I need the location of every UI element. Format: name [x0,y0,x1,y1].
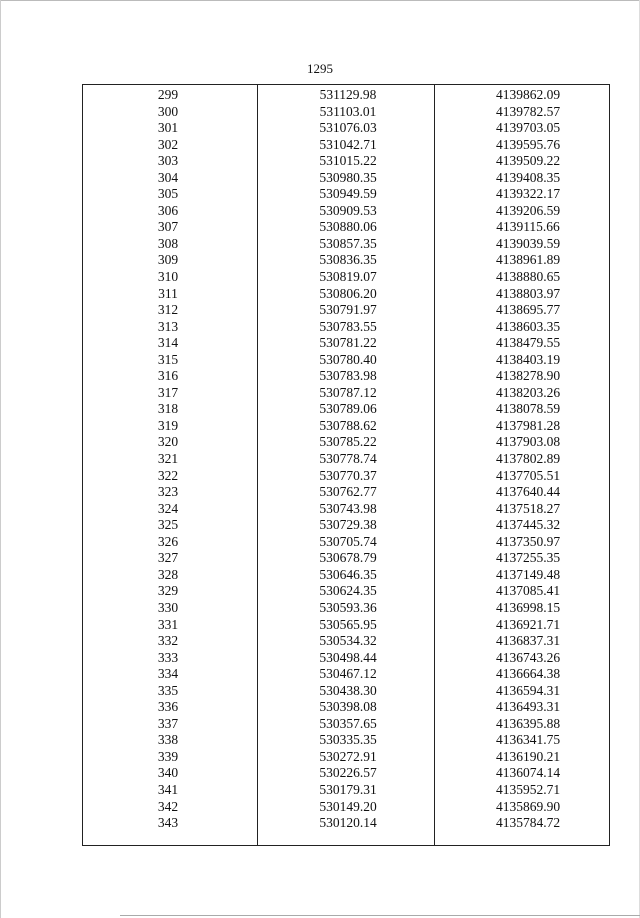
table-row [83,782,609,799]
point-number-cell: 328 [157,566,179,582]
table-row [83,302,609,319]
point-number-cell: 339 [157,748,179,764]
y-coordinate-cell: 4137445.32 [495,517,561,533]
y-coordinate-cell: 4139595.76 [495,136,561,152]
y-coordinate-cell: 4139509.22 [495,153,561,169]
x-coordinate-cell: 530149.20 [319,798,377,814]
point-number-cell: 317 [157,384,179,400]
table-row [83,799,609,816]
x-coordinate-cell: 530226.57 [319,765,377,781]
x-coordinate-cell: 530857.35 [319,235,377,251]
x-coordinate-cell: 530836.35 [319,252,377,268]
x-coordinate-cell: 530743.98 [319,500,377,516]
table-row [83,749,609,766]
y-coordinate-cell: 4136921.71 [495,616,561,632]
x-coordinate-cell: 530438.30 [319,682,377,698]
point-number-cell: 320 [157,434,179,450]
table-row [83,137,609,154]
y-coordinate-cell: 4139782.57 [495,103,561,119]
y-coordinate-cell: 4137802.89 [495,451,561,467]
y-coordinate-cell: 4138803.97 [495,285,561,301]
y-coordinate-cell: 4138880.65 [495,269,561,285]
x-coordinate-cell: 530783.55 [319,318,377,334]
table-row [83,501,609,518]
table-row [83,87,609,104]
y-coordinate-cell: 4139862.09 [495,87,561,102]
point-number-cell: 313 [157,318,179,334]
x-coordinate-cell: 530498.44 [319,649,377,665]
point-number-cell: 304 [157,169,179,185]
point-number-cell: 332 [157,633,179,649]
point-number-cell: 315 [157,351,179,367]
point-number-cell: 299 [157,87,179,102]
y-coordinate-cell: 4136395.88 [495,715,561,731]
point-number-cell: 324 [157,500,179,516]
table-row [83,732,609,749]
y-coordinate-cell: 4136074.14 [495,765,561,781]
page-number: 1295 [307,61,333,76]
x-coordinate-cell: 530789.06 [319,401,377,417]
point-number-cell: 335 [157,682,179,698]
y-coordinate-cell: 4137903.08 [495,434,561,450]
table-row [83,534,609,551]
point-number-cell: 302 [157,136,179,152]
y-coordinate-cell: 4136341.75 [495,732,561,748]
table-row [83,186,609,203]
point-number-cell: 314 [157,335,179,351]
point-number-cell: 340 [157,765,179,781]
page-edge-top [0,0,640,1]
table-row [83,699,609,716]
y-coordinate-cell: 4135952.71 [495,781,561,797]
x-coordinate-cell: 530729.38 [319,517,377,533]
page-edge-left [0,0,1,918]
point-number-cell: 341 [157,781,179,797]
table-row [83,319,609,336]
point-number-cell: 303 [157,153,179,169]
y-coordinate-cell: 4138278.90 [495,368,561,384]
point-number-cell: 330 [157,599,179,615]
point-number-cell: 327 [157,550,179,566]
table-row [83,401,609,418]
y-coordinate-cell: 4138479.55 [495,335,561,351]
table-row [83,567,609,584]
y-coordinate-cell: 4136743.26 [495,649,561,665]
point-number-cell: 319 [157,417,179,433]
x-coordinate-cell: 530909.53 [319,202,377,218]
table-row [83,517,609,534]
x-coordinate-cell: 530980.35 [319,169,377,185]
point-number-cell: 300 [157,103,179,119]
table-row [83,550,609,567]
point-number-cell: 338 [157,732,179,748]
y-coordinate-cell: 4137640.44 [495,484,561,500]
y-coordinate-cell: 4136664.38 [495,666,561,682]
table-row [83,484,609,501]
y-coordinate-cell: 4137255.35 [495,550,561,566]
table-row [83,170,609,187]
x-coordinate-cell: 530780.40 [319,351,377,367]
table-row [83,617,609,634]
y-coordinate-cell: 4138403.19 [495,351,561,367]
x-coordinate-cell: 530467.12 [319,666,377,682]
y-coordinate-cell: 4135869.90 [495,798,561,814]
y-coordinate-cell: 4137981.28 [495,417,561,433]
table-row [83,600,609,617]
point-number-cell: 309 [157,252,179,268]
y-coordinate-cell: 4137149.48 [495,566,561,582]
y-coordinate-cell: 4138203.26 [495,384,561,400]
x-coordinate-cell: 530646.35 [319,566,377,582]
point-number-cell: 311 [158,285,178,301]
x-coordinate-cell: 531103.01 [319,103,377,119]
y-coordinate-cell: 4139703.05 [495,120,561,136]
y-coordinate-cell: 4137085.41 [495,583,561,599]
point-number-cell: 333 [157,649,179,665]
point-number-cell: 301 [157,120,179,136]
x-coordinate-cell: 530778.74 [319,451,377,467]
y-coordinate-cell: 4138078.59 [495,401,561,417]
table-row [83,219,609,236]
table-row [83,451,609,468]
x-coordinate-cell: 530534.32 [319,633,377,649]
page-edge-bottom [120,915,640,916]
point-number-cell: 307 [157,219,179,235]
point-number-cell: 316 [157,368,179,384]
x-coordinate-cell: 530880.06 [319,219,377,235]
table-row [83,683,609,700]
x-coordinate-cell: 530806.20 [319,285,377,301]
x-coordinate-cell: 531129.98 [319,87,377,102]
x-coordinate-cell: 530791.97 [319,302,377,318]
x-coordinate-cell: 530762.77 [319,484,377,500]
table-row [83,368,609,385]
point-number-cell: 322 [157,467,179,483]
point-number-cell: 343 [157,815,179,831]
table-row [83,335,609,352]
y-coordinate-cell: 4137518.27 [495,500,561,516]
y-coordinate-cell: 4136998.15 [495,599,561,615]
x-coordinate-cell: 530398.08 [319,699,377,715]
y-coordinate-cell: 4139115.66 [496,219,560,235]
y-coordinate-cell: 4138603.35 [495,318,561,334]
x-coordinate-cell: 530565.95 [319,616,377,632]
x-coordinate-cell: 530120.14 [319,815,377,831]
y-coordinate-cell: 4137705.51 [495,467,561,483]
point-number-cell: 342 [157,798,179,814]
point-number-cell: 310 [157,269,179,285]
table-row [83,153,609,170]
y-coordinate-cell: 4137350.97 [495,533,561,549]
y-coordinate-cell: 4135784.72 [495,815,561,831]
point-number-cell: 329 [157,583,179,599]
point-number-cell: 331 [157,616,179,632]
y-coordinate-cell: 4136190.21 [495,748,561,764]
point-number-cell: 323 [157,484,179,500]
x-coordinate-cell: 530787.12 [319,384,377,400]
x-coordinate-cell: 531076.03 [319,120,377,136]
y-coordinate-cell: 4139039.59 [495,235,561,251]
x-coordinate-cell: 531015.22 [319,153,377,169]
point-number-cell: 325 [157,517,179,533]
x-coordinate-cell: 530335.35 [319,732,377,748]
table-row [83,815,609,832]
point-number-cell: 306 [157,202,179,218]
table-row [83,468,609,485]
point-number-cell: 334 [157,666,179,682]
y-coordinate-cell: 4136594.31 [495,682,561,698]
table-row [83,236,609,253]
x-coordinate-cell: 530949.59 [319,186,377,202]
table-row [83,352,609,369]
table-row [83,418,609,435]
coordinate-table [82,84,610,846]
point-number-cell: 326 [157,533,179,549]
table-row [83,633,609,650]
table-body [83,87,609,832]
table-row [83,269,609,286]
point-number-cell: 336 [157,699,179,715]
table-row [83,120,609,137]
point-number-cell: 308 [157,235,179,251]
y-coordinate-cell: 4139322.17 [495,186,561,202]
y-coordinate-cell: 4139408.35 [495,169,561,185]
x-coordinate-cell: 530357.65 [319,715,377,731]
point-number-cell: 337 [157,715,179,731]
y-coordinate-cell: 4139206.59 [495,202,561,218]
x-coordinate-cell: 530770.37 [319,467,377,483]
y-coordinate-cell: 4136493.31 [495,699,561,715]
x-coordinate-cell: 530705.74 [319,533,377,549]
table-row [83,385,609,402]
x-coordinate-cell: 530179.31 [319,781,377,797]
x-coordinate-cell: 530783.98 [319,368,377,384]
table-row [83,203,609,220]
table-row [83,716,609,733]
x-coordinate-cell: 530785.22 [319,434,377,450]
x-coordinate-cell: 530593.36 [319,599,377,615]
x-coordinate-cell: 530781.22 [319,335,377,351]
table-row [83,583,609,600]
table-row [83,434,609,451]
table-row [83,650,609,667]
x-coordinate-cell: 530678.79 [319,550,377,566]
x-coordinate-cell: 530624.35 [319,583,377,599]
table-row [83,666,609,683]
point-number-cell: 318 [157,401,179,417]
table-row [83,252,609,269]
table-row [83,104,609,121]
y-coordinate-cell: 4136837.31 [495,633,561,649]
x-coordinate-cell: 530788.62 [319,417,377,433]
point-number-cell: 321 [157,451,179,467]
point-number-cell: 305 [157,186,179,202]
x-coordinate-cell: 530272.91 [319,748,377,764]
point-number-cell: 312 [157,302,179,318]
y-coordinate-cell: 4138961.89 [495,252,561,268]
y-coordinate-cell: 4138695.77 [495,302,561,318]
x-coordinate-cell: 531042.71 [319,136,377,152]
table-row [83,286,609,303]
table-row [83,765,609,782]
x-coordinate-cell: 530819.07 [319,269,377,285]
